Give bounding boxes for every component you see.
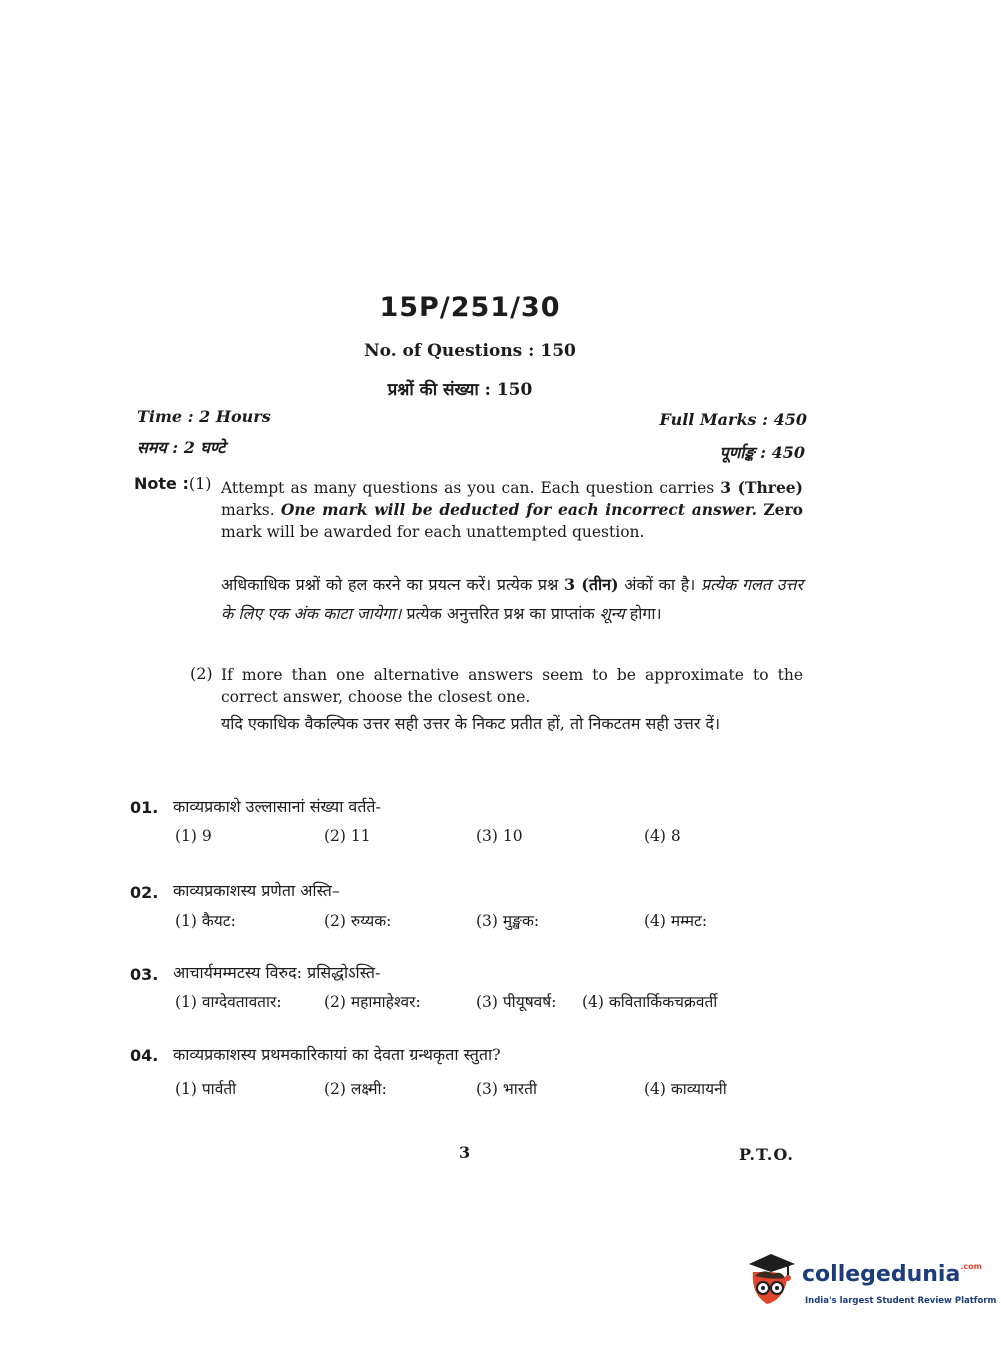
please-turn-over: P.T.O. — [739, 1145, 794, 1164]
question-3-option-2: (2) महामाहेश्वर: — [324, 993, 421, 1011]
question-1-option-2: (2) 11 — [324, 827, 371, 845]
number-of-questions-hindi: प्रश्नों की संख्या : 150 — [387, 380, 533, 400]
collegedunia-brand: collegedunia$^{.com}$ — [802, 1262, 982, 1287]
full-marks: Full Marks : 450 — [659, 410, 807, 429]
question-4-number: 04. — [130, 1046, 159, 1065]
question-1-option-1: (1) 9 — [175, 827, 212, 845]
question-4-text: काव्यप्रकाशस्य प्रथमकारिकायां का देवता ग्रन्थकृता स्तुता? — [173, 1045, 501, 1064]
note-item-1-hindi: अधिकाधिक प्रश्नों को हल करने का प्रयत्न करें। प्रत्येक प्रश्न 3 (तीन) अंकों का है। प्रत्येक गलत उत्तर के लिए एक अंक काटा जायेगा। प्रत्येक अनुत्तरित प्रश्न का प्राप्तांक शून्य होगा। — [221, 575, 803, 623]
note-label: Note :(1) — [134, 474, 212, 493]
question-4-option-1: (1) पार्वती — [175, 1080, 237, 1098]
time-allowed-hindi: समय : 2 घण्टे — [137, 438, 226, 457]
note-item-2-number: (2) — [190, 664, 213, 683]
question-1-option-4: (4) 8 — [644, 827, 681, 845]
question-1-option-3: (3) 10 — [476, 827, 523, 845]
question-3-option-3: (3) पीयूषवर्ष: — [476, 993, 557, 1011]
collegedunia-tagline: India's largest Student Review Platform — [805, 1296, 997, 1306]
number-of-questions: No. of Questions : 150 — [364, 341, 576, 361]
question-1-number: 01. — [130, 798, 159, 817]
note-item-1-english: Attempt as many questions as you can. Each question carries 3 (Three) marks. One mark will be deducted for each incorrect answer. Zero mark will be awarded for each unattempted question. — [221, 478, 803, 541]
question-2-option-4: (4) मम्मट: — [644, 912, 708, 930]
question-3-option-4: (4) कवितार्किकचक्रवर्ती — [582, 993, 718, 1011]
page-number: 3 — [459, 1143, 471, 1162]
question-4-option-2: (2) लक्ष्मी: — [324, 1080, 387, 1098]
question-2-option-2: (2) रुय्यक: — [324, 912, 392, 930]
question-1-text: काव्यप्रकाशे उल्लासानां संख्या वर्तते- — [173, 797, 381, 816]
question-4-option-4: (4) काव्यायनी — [644, 1080, 727, 1098]
note-item-2-hindi: यदि एकाधिक वैकल्पिक उत्तर सही उत्तर के निकट प्रतीत हों, तो निकटतम सही उत्तर दें। — [221, 714, 721, 733]
full-marks-hindi: पूर्णाङ्क : 450 — [719, 443, 805, 462]
collegedunia-mascot-icon — [743, 1250, 801, 1310]
question-4-option-3: (3) भारती — [476, 1080, 537, 1098]
note-item-2-english: If more than one alternative answers seem to be approximate to the correct answer, choose the closest one. — [221, 666, 803, 706]
question-2-text: काव्यप्रकाशस्य प्रणेता अस्ति– — [173, 881, 340, 900]
question-2-option-1: (1) कैयट: — [175, 912, 236, 930]
paper-code: 15P/251/30 — [379, 292, 561, 323]
question-2-option-3: (3) मुङ्खक: — [476, 912, 540, 930]
question-3-text: आचार्यमम्मटस्य विरुद: प्रसिद्धोऽस्ति- — [173, 963, 381, 982]
question-2-number: 02. — [130, 883, 159, 902]
question-3-number: 03. — [130, 965, 159, 984]
question-3-option-1: (1) वाग्देवतावतार: — [175, 993, 282, 1011]
note-item-1-number: (1) — [188, 474, 212, 493]
time-allowed: Time : 2 Hours — [137, 407, 271, 426]
